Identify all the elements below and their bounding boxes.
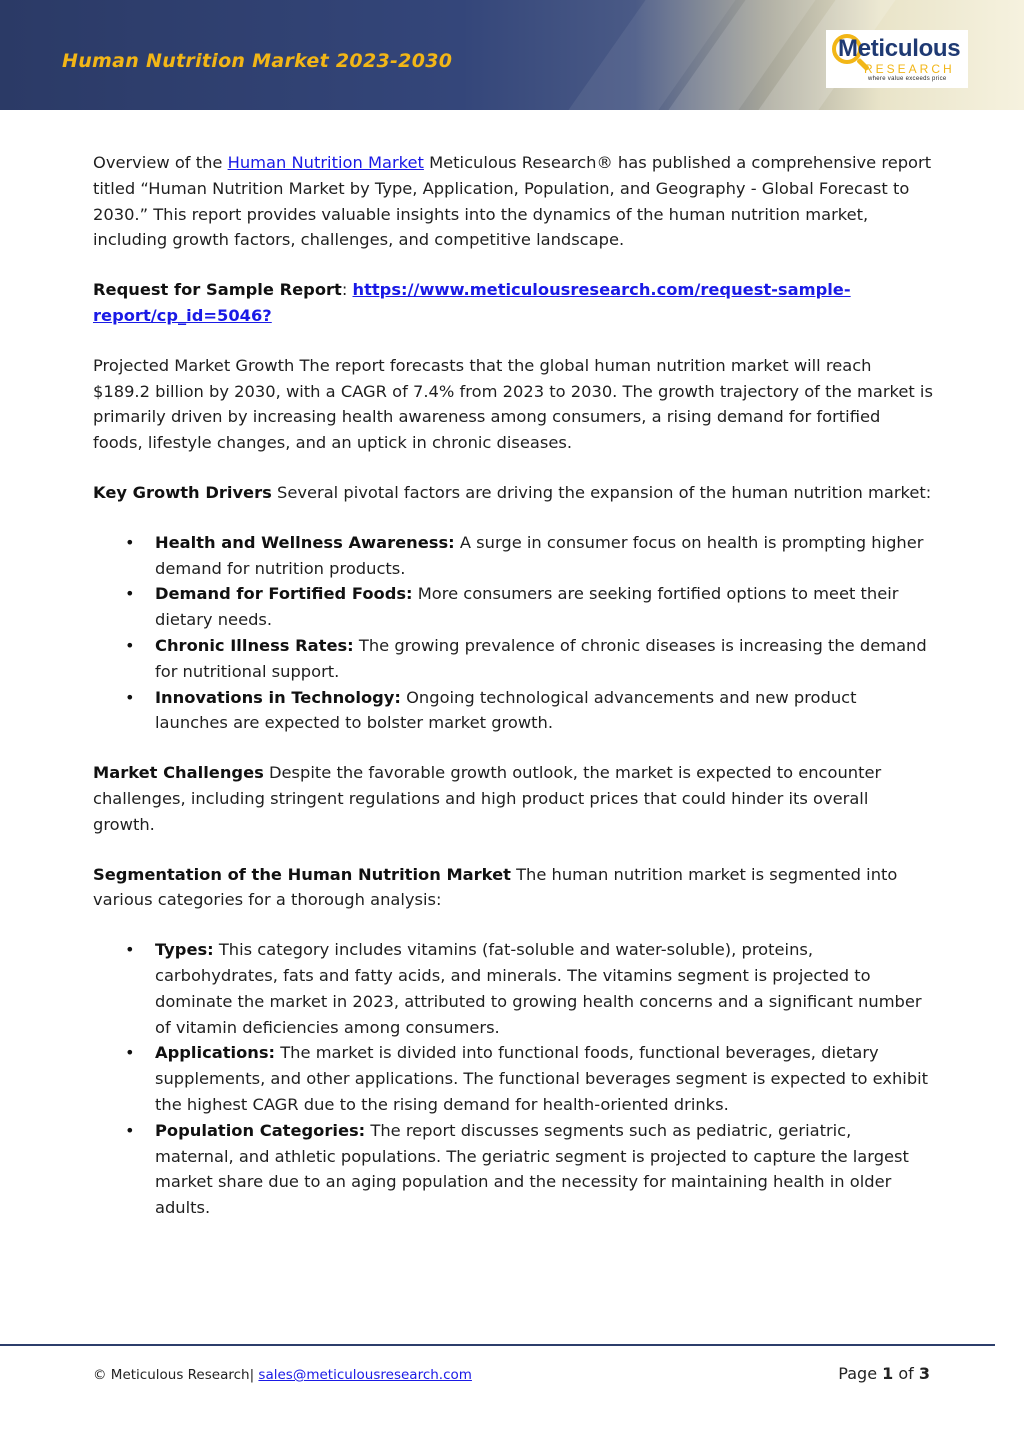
list-item	[155, 581, 933, 633]
driver-label: Chronic Illness Rates:	[155, 635, 354, 655]
document-body	[93, 150, 933, 1245]
segmentation-list	[93, 937, 933, 1221]
segment-text: The report discusses segments such as pediatric, geriatric, maternal, and athletic populations. The geriatric segment is projected to capture the largest market share due to an aging population and the necessity for maintaining health in older adults.	[155, 1120, 909, 1218]
driver-label: Demand for Fortified Foods:	[155, 584, 413, 604]
list-item	[155, 1118, 933, 1221]
driver-label: Innovations in Technology:	[155, 687, 401, 707]
list-item	[155, 1040, 933, 1117]
logo-brand-text: Meticulous	[838, 35, 961, 62]
segmentation-heading: Segmentation of the Human Nutrition Market	[93, 864, 511, 884]
drivers-paragraph	[93, 480, 933, 506]
footer-divider	[0, 1344, 995, 1346]
driver-text: The growing prevalence of chronic diseases is increasing the demand for nutritional support.	[155, 635, 927, 681]
page-current: 1	[882, 1364, 894, 1383]
overview-paragraph	[93, 150, 933, 253]
sample-request-label: Request for Sample Report	[93, 280, 342, 300]
page-of: of	[893, 1364, 919, 1383]
overview-lead: Overview of the	[93, 153, 228, 172]
sample-request-paragraph	[93, 277, 933, 329]
list-item	[155, 633, 933, 685]
logo-tagline: where value exceeds price	[868, 76, 947, 82]
driver-text: A surge in consumer focus on health is prompting higher demand for nutrition products.	[155, 532, 924, 578]
logo-sub-text: RESEARCH	[864, 62, 955, 76]
page-number	[838, 1364, 930, 1383]
list-item	[155, 937, 933, 1040]
list-item	[155, 530, 933, 582]
segment-text: The market is divided into functional foods, functional beverages, dietary supplements, and other applications. The functional beverages segment is expected to exhibit the highest CAGR due to the rising demand for health-oriented drinks.	[155, 1043, 929, 1114]
email-link[interactable]: sales@meticulousresearch.com	[258, 1367, 472, 1383]
drivers-list	[93, 530, 933, 736]
segmentation-paragraph	[93, 862, 933, 914]
drivers-heading: Key Growth Drivers	[93, 482, 272, 502]
driver-label: Health and Wellness Awareness:	[155, 532, 455, 552]
list-item	[155, 685, 933, 737]
market-link[interactable]: Human Nutrition Market	[227, 153, 424, 172]
page-total: 3	[918, 1364, 930, 1383]
challenges-text: Despite the favorable growth outlook, the market is expected to encounter challenges, including stringent regulations and high product prices that could hinder its overall growth.	[93, 763, 882, 834]
challenges-paragraph	[93, 760, 933, 837]
sample-request-link[interactable]: https://www.meticulousresearch.com/request-sample-report/cp_id=5046?	[93, 280, 851, 325]
header-banner	[0, 0, 1024, 110]
segment-label: Population Categories:	[155, 1120, 366, 1140]
overview-text: Meticulous Research® has published a comprehensive report titled “Human Nutrition Market by Type, Application, Population, and Geography - Global Forecast to 2030.” This report provides valuable insights into the dynamics of the human nutrition market, including growth factors, challenges, and competitive landscape.	[93, 153, 932, 250]
page-word: Page	[838, 1364, 883, 1383]
drivers-text: Several pivotal factors are driving the expansion of the human nutrition market:	[271, 482, 932, 502]
copyright-text: © Meticulous Research|	[93, 1367, 259, 1383]
segment-label: Applications:	[155, 1043, 276, 1063]
driver-text: More consumers are seeking fortified options to meet their dietary needs.	[155, 584, 899, 630]
segment-text: This category includes vitamins (fat-soluble and water-soluble), proteins, carbohydrates, fats and fatty acids, and minerals. The vitamins segment is projected to dominate the market in 2023, attributed to growing health concerns and a significant number of vitamin deficiencies among consumers.	[155, 940, 922, 1037]
segment-label: Types:	[155, 940, 214, 960]
segmentation-text: The human nutrition market is segmented into various categories for a thorough analysis:	[93, 864, 898, 910]
challenges-heading: Market Challenges	[93, 763, 264, 783]
company-logo	[826, 30, 968, 88]
growth-paragraph: Projected Market Growth The report forecasts that the global human nutrition market will reach $189.2 billion by 2030, with a CAGR of 7.4% from 2023 to 2030. The growth trajectory of the market is primarily driven by increasing health awareness among consumers, a rising demand for fortified foods, lifestyle changes, and an uptick in chronic diseases.	[93, 355, 933, 453]
driver-text: Ongoing technological advancements and new product launches are expected to bolster market growth.	[155, 687, 857, 733]
document-title: Human Nutrition Market 2023-2030	[62, 50, 453, 72]
footer-copyright	[93, 1367, 472, 1383]
sample-request-separator: :	[341, 280, 353, 300]
